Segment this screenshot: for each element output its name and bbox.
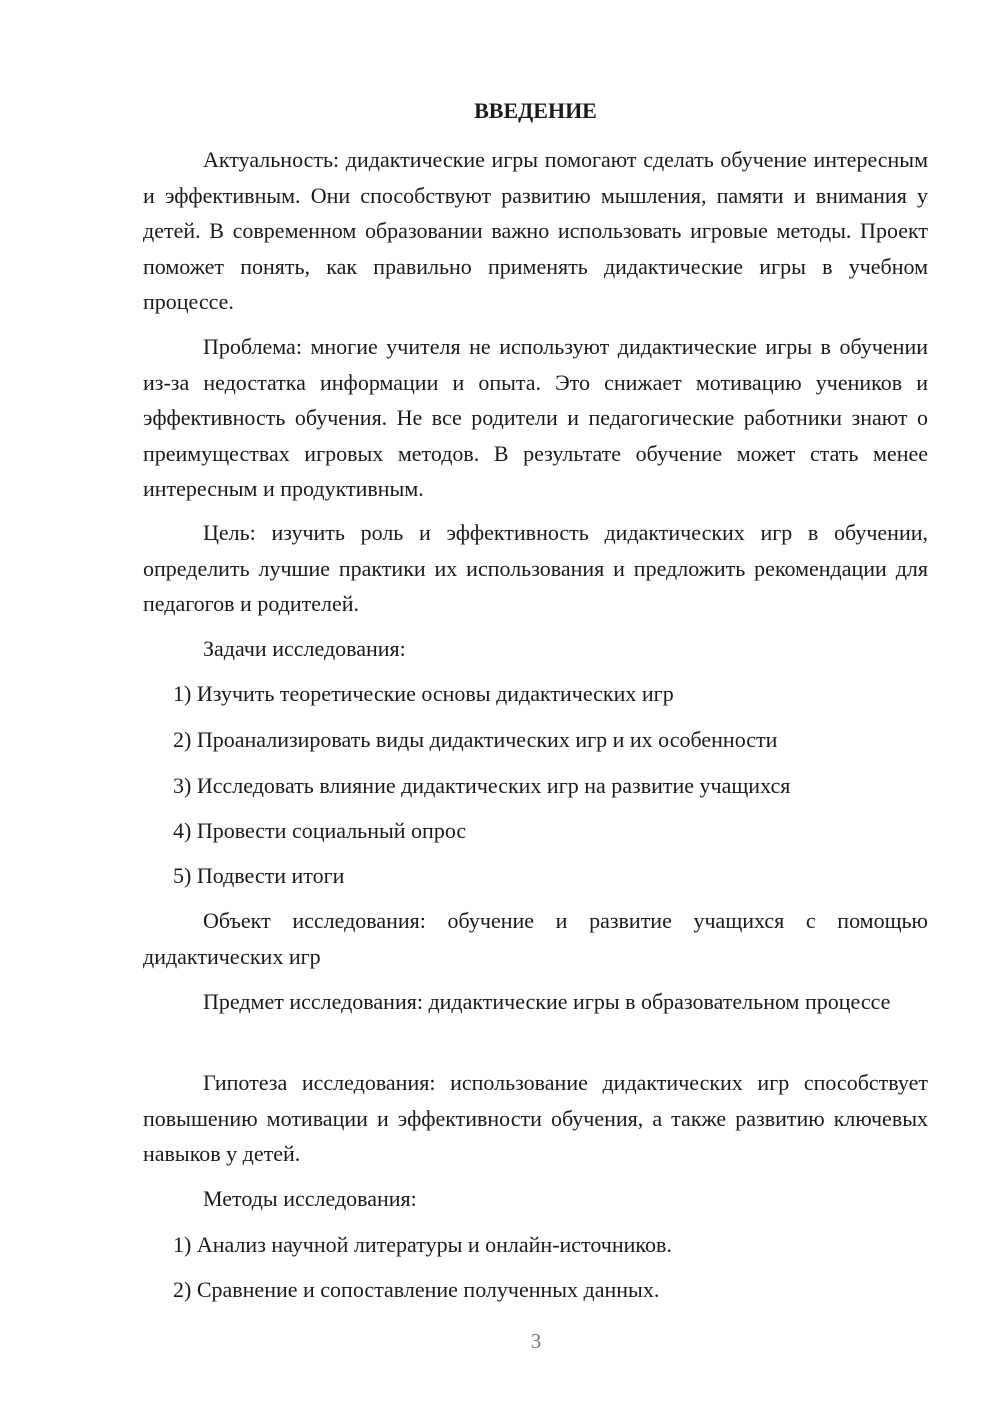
- section-heading: ВВЕДЕНИЕ: [474, 98, 597, 123]
- page-number: 3: [530, 1329, 542, 1353]
- method-item-2: 2) Сравнение и сопоставление полученных данных.: [173, 1277, 660, 1302]
- object-paragraph: Объект исследования: обучение и развитие учащихся с помощью дидактических игр: [143, 908, 928, 969]
- tasks-title: Задачи исследования:: [203, 636, 406, 661]
- task-item-5: 5) Подвести итоги: [173, 863, 345, 888]
- subject-paragraph: Предмет исследования: дидактические игры в образовательном процессе: [203, 989, 891, 1014]
- relevance-paragraph: Актуальность: дидактические игры помогают сделать обучение интересным и эффективным. Они способствуют развитию мышления, памяти и внимания у детей. В современном образовании важно использовать игровые методы. Проект поможет понять, как правильно применять дидактические игры в учебном процессе.: [143, 147, 928, 314]
- task-item-3: 3) Исследовать влияние дидактических игр на развитие учащихся: [173, 773, 791, 798]
- goal-paragraph: Цель: изучить роль и эффективность дидактических игр в обучении, определить лучшие практики их использования и предложить рекомендации для педагогов и родителей.: [143, 520, 928, 616]
- task-item-1: 1) Изучить теоретические основы дидактических игр: [173, 681, 674, 706]
- methods-title: Методы исследования:: [203, 1186, 417, 1211]
- hypothesis-paragraph: Гипотеза исследования: использование дидактических игр способствует повышению мотивации и эффективности обучения, а также развитию ключевых навыков у детей.: [143, 1070, 928, 1166]
- method-item-1: 1) Анализ научной литературы и онлайн-источников.: [173, 1232, 672, 1257]
- task-item-2: 2) Проанализировать виды дидактических игр и их особенности: [173, 727, 778, 752]
- task-item-4: 4) Провести социальный опрос: [173, 818, 467, 843]
- problem-paragraph: Проблема: многие учителя не используют дидактические игры в обучении из-за недостатка информации и опыта. Это снижает мотивацию учеников и эффективность обучения. Не все родители и педагогические работники знают о преимуществах игровых методов. В результате обучение может стать менее интересным и продуктивным.: [143, 334, 928, 501]
